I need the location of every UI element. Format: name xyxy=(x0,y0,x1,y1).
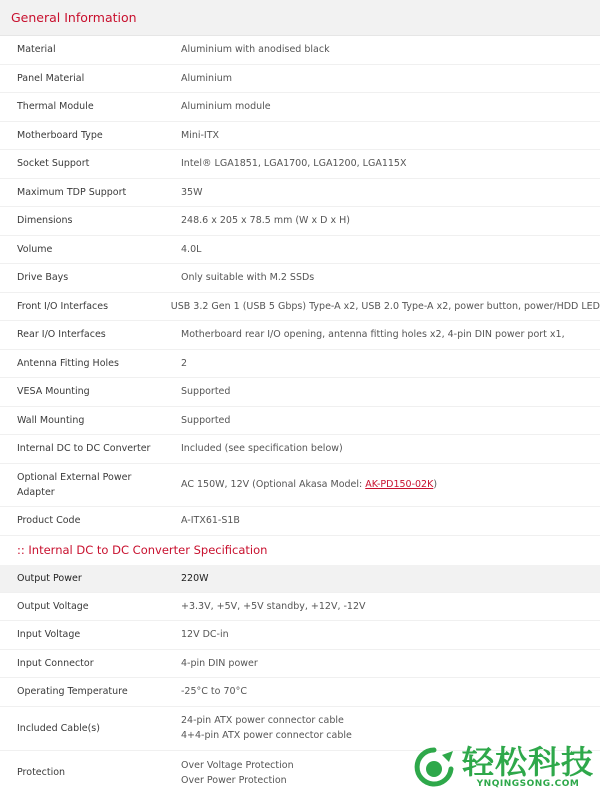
spec-value: Included (see specification below) xyxy=(181,443,343,455)
spec-label: Panel Material xyxy=(17,72,85,84)
spec-value: Mini-ITX xyxy=(181,129,220,141)
spec-row xyxy=(0,435,600,464)
spec-row xyxy=(0,407,600,436)
spec-label: Front I/O Interfaces xyxy=(17,300,109,312)
spec-row xyxy=(0,621,600,650)
watermark xyxy=(412,745,594,789)
spec-value: 4.0L xyxy=(181,243,202,255)
spec-value: Supported xyxy=(181,386,231,398)
spec-value: 12V DC-in xyxy=(181,629,229,641)
section-title: General Information xyxy=(11,10,137,25)
spec-label: VESA Mounting xyxy=(17,386,90,398)
spec-value: 4-pin DIN power xyxy=(181,657,258,669)
watermark-en: YNQINGSONG.COM xyxy=(476,779,580,789)
spec-row xyxy=(0,150,600,179)
cable-line: 4+4-pin ATX power connector cable xyxy=(181,730,352,741)
spec-value: 2 xyxy=(181,357,188,369)
spec-label-line: Optional External Power xyxy=(17,471,132,483)
converter-section-title xyxy=(0,536,600,565)
spec-label: Included Cable(s) xyxy=(17,722,100,734)
adapter-value-suffix: ) xyxy=(433,479,438,490)
spec-row xyxy=(0,650,600,679)
spec-label: Thermal Module xyxy=(17,101,94,113)
spec-label: Internal DC to DC Converter xyxy=(17,443,151,455)
spec-value: 220W xyxy=(181,572,209,584)
spec-value: 35W xyxy=(181,186,203,198)
spec-label: Maximum TDP Support xyxy=(17,186,127,198)
spec-row xyxy=(0,507,600,536)
spec-value: Supported xyxy=(181,414,231,426)
spec-label: Volume xyxy=(17,243,53,255)
spec-value xyxy=(181,713,600,743)
spec-label: Socket Support xyxy=(17,158,90,170)
spec-value: Intel® LGA1851, LGA1700, LGA1200, LGA115X xyxy=(181,158,407,170)
spec-row xyxy=(0,321,600,350)
spec-row xyxy=(0,565,600,593)
spec-row xyxy=(0,179,600,208)
general-information-header xyxy=(0,0,600,36)
spec-value: USB 3.2 Gen 1 (USB 5 Gbps) Type-A x2, USB 2.0 Type-A x2, power button, power/HDD LED xyxy=(170,300,600,312)
spec-label: Input Voltage xyxy=(17,629,81,641)
watermark-logo-icon xyxy=(412,747,456,787)
spec-value: +3.3V, +5V, +5V standby, +12V, -12V xyxy=(181,600,366,612)
spec-value: Motherboard rear I/O opening, antenna fitting holes x2, 4-pin DIN power port x1, xyxy=(181,329,565,341)
spec-value xyxy=(181,477,600,492)
spec-label-line: Adapter xyxy=(17,486,55,498)
adapter-model-link[interactable]: AK-PD150-02K xyxy=(365,479,434,490)
spec-label: Rear I/O Interfaces xyxy=(17,329,106,341)
spec-label: Output Power xyxy=(17,572,82,584)
spec-row xyxy=(0,593,600,622)
spec-label: Input Connector xyxy=(17,657,94,669)
general-spec-table xyxy=(0,36,600,536)
spec-value: Only suitable with M.2 SSDs xyxy=(181,272,315,284)
watermark-text xyxy=(462,745,594,789)
spec-value: Aluminium with anodised black xyxy=(181,44,330,56)
spec-value: Aluminium module xyxy=(181,101,271,113)
spec-row xyxy=(0,207,600,236)
spec-value: A-ITX61-S1B xyxy=(181,515,240,526)
spec-value: 248.6 x 205 x 78.5 mm (W x D x H) xyxy=(181,215,350,227)
spec-label: Motherboard Type xyxy=(17,129,103,141)
spec-value: -25°C to 70°C xyxy=(181,686,247,698)
adapter-value-prefix: AC 150W, 12V (Optional Akasa Model: xyxy=(181,479,366,490)
spec-label: Operating Temperature xyxy=(17,686,128,698)
spec-label xyxy=(0,470,181,500)
spec-row xyxy=(0,378,600,407)
spec-row xyxy=(0,36,600,65)
protection-line: Over Power Protection xyxy=(181,774,287,786)
spec-row xyxy=(0,293,600,322)
spec-label: Material xyxy=(17,44,56,56)
spec-label: Output Voltage xyxy=(17,600,89,612)
spec-label: Antenna Fitting Holes xyxy=(17,357,119,369)
section-title: :: Internal DC to DC Converter Specification xyxy=(17,543,268,557)
spec-row xyxy=(0,264,600,293)
spec-label: Protection xyxy=(17,767,66,778)
spec-row xyxy=(0,350,600,379)
spec-label: Product Code xyxy=(17,515,81,526)
watermark-cn: 轻松科技 xyxy=(461,743,594,781)
spec-row-adapter xyxy=(0,464,600,507)
spec-label: Drive Bays xyxy=(17,272,69,284)
spec-row xyxy=(0,93,600,122)
spec-label: Dimensions xyxy=(17,215,73,227)
cable-line: 24-pin ATX power connector cable xyxy=(181,715,344,726)
spec-row xyxy=(0,122,600,151)
spec-row xyxy=(0,678,600,707)
spec-row xyxy=(0,65,600,94)
protection-line: Over Voltage Protection xyxy=(181,759,294,771)
spec-row xyxy=(0,236,600,265)
spec-label: Wall Mounting xyxy=(17,414,85,426)
spec-value: Aluminium xyxy=(181,72,232,84)
